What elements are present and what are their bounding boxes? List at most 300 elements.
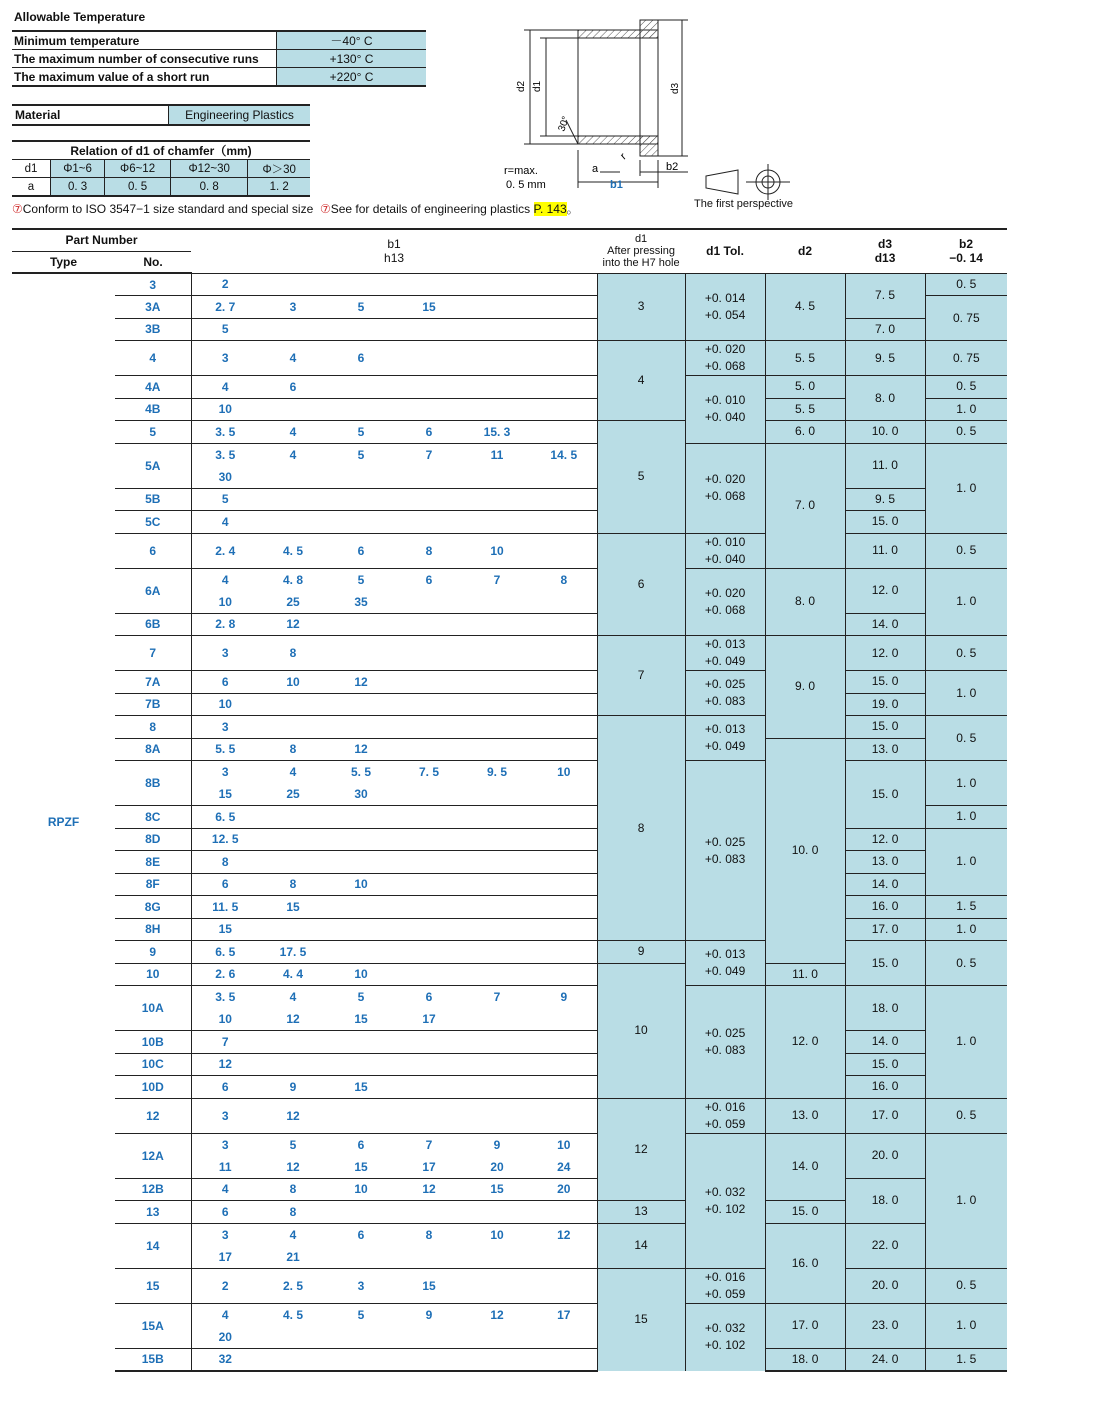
b1-value-cell: 30 [354,787,368,801]
part-no-cell: 10 [115,963,191,986]
b1-value-cell: 15 [191,918,259,941]
tolerance-line: +0. 020 [704,472,746,486]
d3-cell: 11. 0 [845,443,925,488]
part-no-cell: 10B [115,1031,191,1054]
b1-value-cell: 12 [463,1303,531,1326]
b1-value-cell: 12 [327,671,395,694]
d1-cell: 14 [597,1223,685,1268]
part-no-cell: 5 [115,421,191,444]
temp-value: +220° C [277,68,427,87]
note-iso: Conform to ISO 3547−1 size standard and special size [22,202,314,216]
label-d1: d1 [532,80,543,92]
b2-cell: 0. 5 [925,376,1007,399]
b1-value-cell [395,738,463,761]
part-no-cell: 12B [115,1178,191,1201]
temperature-row [12,68,426,87]
b1-value-cell [463,1008,531,1031]
b2-cell: 0. 5 [925,1268,1007,1303]
b1-value-cell: 12 [395,1178,463,1201]
b1-value-cell: 4 [259,443,327,466]
b1-value-cell [395,806,463,829]
b1-value-cell [395,466,463,489]
part-number-header: Part Number [12,229,191,251]
chamfer-value: 1. 2 [248,178,310,197]
d3-cell: 16. 0 [845,1076,925,1099]
b1-value-cell [463,466,531,489]
d1-cell: 7 [597,636,685,716]
b1-value-cell [531,466,597,489]
b1-value-cell: 9 [259,1076,327,1099]
b1-value-cell [531,273,597,296]
b1-value-cell: 20 [191,1326,259,1349]
label-d3: d3 [670,82,681,94]
b1-value-cell: 15 [259,896,327,919]
part-no-cell: 13 [115,1201,191,1224]
b1-value-cell: 11. 5 [191,896,259,919]
b1-value-cell [463,918,531,941]
b1-value-cell [327,376,395,399]
b2-cell: 0. 5 [925,533,1007,568]
b1-value-cell [531,873,597,896]
part-no-cell: 8H [115,918,191,941]
b1-header [191,229,597,273]
d3-cell: 20. 0 [845,1268,925,1303]
b1-value-cell [531,1076,597,1099]
d2-cell: 5. 0 [765,376,845,399]
d3-cell: 13. 0 [845,738,925,761]
b1-value-cell [531,318,597,341]
b1-value-cell [327,398,395,421]
b1-value-cell: 20 [531,1178,597,1201]
b1-value-cell [259,488,327,511]
b1-value-cell: 4 [191,568,259,591]
b1-value-cell [327,511,395,534]
table-row [12,511,1007,534]
b1-value-cell [327,613,395,636]
b1-value-cell [327,828,395,851]
b1-value-cell [395,783,463,806]
b1-value-cell [259,1326,327,1349]
tolerance-line: +0. 025 [704,677,746,691]
d3-cell: 9. 5 [845,488,925,511]
b1-value-cell: 10 [191,693,259,716]
chamfer-value: 0. 5 [105,178,171,197]
temp-value: －40° C [277,31,427,50]
b1-value-cell: 17 [191,1246,259,1269]
b2-cell: 0. 5 [925,1098,1007,1133]
table-row [12,318,1007,341]
b1-value-cell: 3 [191,636,259,671]
b1-value-cell [395,828,463,851]
b1-value-cell: 4 [259,986,327,1009]
b1-value-cell: 30 [191,466,259,489]
d3-cell: 19. 0 [845,693,925,716]
d1-cell: 8 [597,716,685,941]
d3-cell: 14. 0 [845,873,925,896]
tolerance-line: +0. 016 [704,1099,746,1114]
b1-value-cell [395,511,463,534]
b1-value-cell [531,296,597,319]
b1-value-cell: 8 [531,568,597,591]
b1-value-cell [327,941,395,964]
label-b1: b1 [610,179,623,191]
part-no-cell: 10C [115,1053,191,1076]
b1-value-cell [259,918,327,941]
b1-header-label: b1 [387,237,401,252]
part-no-cell: 6A [115,568,191,613]
b1-header-tol: h13 [384,251,405,266]
d2-cell: 15. 0 [765,1201,845,1224]
b1-value-cell [463,716,531,739]
chamfer-range: Φ1~6 [51,160,105,178]
b2-cell: 1. 0 [925,828,1007,896]
part-no-cell: 7 [115,636,191,671]
b1-value-cell: 25 [286,787,300,801]
b2-cell: 1. 0 [925,568,1007,636]
tolerance-line: +0. 040 [704,551,746,566]
b1-value-cell [327,1053,395,1076]
table-row [12,1076,1007,1099]
d2-cell: 10. 0 [765,738,845,963]
b1-value-cell: 12 [259,1098,327,1133]
d3-cell: 12. 0 [845,636,925,671]
part-no-cell: 4B [115,398,191,421]
b1-value-cell: 4 [259,421,327,444]
table-row [12,273,1007,296]
b1-value-cell: 8 [259,873,327,896]
material-value: Engineering Plastics [169,105,311,125]
b1-value-cell [395,1076,463,1099]
b1-value-cell [531,613,597,636]
notes [12,200,579,217]
b1-value-cell [531,1031,597,1054]
b1-value-cell [531,1246,597,1269]
b1-value-cell [395,851,463,874]
d1-header-sub2: into the H7 hole [602,257,680,270]
b1-value-cell: 24 [557,1159,571,1174]
b1-value-cell: 25 [286,594,300,609]
part-no-cell: 12 [115,1098,191,1133]
b1-value-cell [531,591,597,614]
b1-value-cell: 4 [259,341,327,376]
b1-value-cell: 32 [191,1348,259,1371]
b1-value-cell [259,1348,327,1371]
b1-value-cell [259,716,327,739]
tolerance-line: +0. 025 [704,834,746,849]
label-a: a [592,163,599,175]
b1-value-cell: 6 [191,1201,259,1224]
b1-value-cell [259,511,327,534]
b1-value-cell [327,1326,395,1349]
b1-value-cell [327,1098,395,1133]
b1-value-cell: 7 [463,986,531,1009]
b1-value-cell [395,963,463,986]
part-no-cell: 9 [115,941,191,964]
b1-value-cell [531,738,597,761]
part-no-cell: 8 [115,716,191,739]
flange-bottom [640,136,658,156]
d1-tol-cell [685,533,765,568]
table-row [12,1178,1007,1201]
b1-value-cell [395,873,463,896]
b1-value-cell [395,918,463,941]
part-no-cell: 10D [115,1076,191,1099]
d3-cell: 15. 0 [845,511,925,534]
b1-value-cell [463,1268,531,1303]
b1-value-cell: 3 [191,341,259,376]
b1-value-cell: 10 [191,591,259,614]
b1-value-cell [259,318,327,341]
b1-value-cell: 4. 4 [259,963,327,986]
b1-value-cell: 8 [395,533,463,568]
tolerance-line: +0. 059 [704,1116,746,1131]
b2-header [925,229,1007,273]
b1-value-cell: 17 [422,1159,436,1174]
b1-value-cell [531,488,597,511]
b1-value-cell [463,636,531,671]
tolerance-line: +0. 102 [704,1338,746,1352]
b1-value-cell: 6 [395,568,463,591]
b1-value-cell [463,273,531,296]
d1-cell: 13 [597,1201,685,1224]
table-row [12,716,1007,739]
table-row [12,693,1007,716]
b1-value-cell: 12 [286,1159,300,1174]
b1-value-cell [463,828,531,851]
b1-value-cell [395,376,463,399]
b1-value-cell: 2. 6 [191,963,259,986]
table-row [12,1223,1007,1246]
b1-value-cell [463,1326,531,1349]
tolerance-line: +0. 083 [704,1042,746,1057]
note-mark-icon: ⑦ [319,202,331,216]
d2-cell: 14. 0 [765,1133,845,1201]
d1-tol-cell [685,716,765,761]
b1-value-cell: 5 [327,296,395,319]
b1-value-cell: 15 [463,1178,531,1201]
part-number-table [12,228,1007,1372]
b1-value-cell [463,1246,531,1269]
b1-value-cell: 5 [259,1133,327,1156]
b1-value-cell [463,1098,531,1133]
b1-value-cell: 11 [191,1156,259,1179]
b2-cell: 0. 75 [925,296,1007,341]
b1-value-cell [531,421,597,444]
b2-cell: 1. 0 [925,986,1007,1099]
b1-value-cell [531,1201,597,1224]
part-no-cell: 8A [115,738,191,761]
d1-tol-cell [685,1098,765,1133]
b1-value-cell [463,1348,531,1371]
b1-value-cell: 5. 5 [327,761,395,784]
b1-value-cell [463,941,531,964]
d3-cell: 8. 0 [845,376,925,421]
b2-cell: 0. 5 [925,716,1007,761]
table-row [12,568,1007,591]
d3-cell: 15. 0 [845,941,925,986]
d1-tol-cell [685,1133,765,1268]
d3-cell: 7. 5 [845,273,925,318]
b1-value-cell [531,1053,597,1076]
d3-cell: 12. 0 [845,568,925,613]
d2-cell: 5. 5 [765,341,845,376]
b1-value-cell [531,941,597,964]
part-no-cell: 12A [115,1133,191,1178]
b1-value-cell [395,398,463,421]
table-row [12,738,1007,761]
bushing-drawing [500,10,810,200]
b1-value-cell: 15 [354,1012,368,1026]
d3-cell: 9. 5 [845,341,925,376]
label-r-max: r=max. [504,165,538,177]
b1-value-cell: 9 [463,1133,531,1156]
b1-value-cell [463,806,531,829]
b1-value-cell [395,671,463,694]
b1-value-cell [259,1031,327,1054]
b1-value-cell [395,591,463,614]
b1-value-cell [531,671,597,694]
b1-value-cell [327,318,395,341]
d2-cell: 12. 0 [765,986,845,1099]
part-no-cell: 15 [115,1268,191,1303]
b2-cell: 0. 5 [925,273,1007,296]
table-row [12,636,1007,671]
b1-value-cell [531,1326,597,1349]
b1-value-cell [259,273,327,296]
b1-value-cell: 12 [191,1053,259,1076]
b1-value-cell: 3 [191,1098,259,1133]
chamfer-title: Relation of d1 of chamfer（mm) [12,141,310,160]
temperature-row [12,31,426,50]
b1-value-cell: 7 [395,1133,463,1156]
b1-value-cell: 2. 7 [191,296,259,319]
b1-value-cell [531,1008,597,1031]
tolerance-line: +0. 020 [704,585,746,600]
b1-value-cell: 4. 5 [259,533,327,568]
b2-header-tol: −0. 14 [949,251,983,266]
b1-value-cell [395,318,463,341]
b1-value-cell: 7 [395,443,463,466]
b1-value-cell [259,398,327,421]
no-header: No. [115,251,191,273]
b1-value-cell: 3. 5 [191,443,259,466]
tolerance-line: +0. 068 [704,602,746,617]
b1-value-cell: 9. 5 [463,761,531,784]
d3-cell: 15. 0 [845,716,925,739]
b1-value-cell: 10 [327,963,395,986]
b1-value-cell: 15 [395,1268,463,1303]
b1-value-cell: 7. 5 [395,761,463,784]
b1-value-cell: 9 [395,1303,463,1326]
b1-value-cell: 4 [259,1223,327,1246]
d3-cell: 18. 0 [845,986,925,1031]
part-no-cell: 8E [115,851,191,874]
d1-header-label: d1 [634,233,648,246]
page-reference-link[interactable]: P. 143 [533,202,567,216]
b1-value-cell: 5 [327,1303,395,1326]
flange-top [640,20,658,38]
b1-value-cell: 6 [259,376,327,399]
b1-value-cell [395,636,463,671]
b1-value-cell [259,851,327,874]
part-no-cell: 8C [115,806,191,829]
label-r-value: 0. 5 mm [506,179,546,191]
d2-cell: 11. 0 [765,963,845,986]
b1-value-cell: 5 [327,568,395,591]
tolerance-line: +0. 054 [704,307,746,322]
type-cell: RPZF [47,815,80,830]
note-end: 。 [566,202,579,216]
b1-value-cell [395,1348,463,1371]
b1-value-cell: 3 [191,1223,259,1246]
d1-cell: 15 [597,1268,685,1371]
tolerance-line: +0. 020 [704,342,746,356]
table-row [12,1098,1007,1133]
label-r: r [618,150,629,163]
table-body [12,273,1007,1371]
b1-value-cell: 3. 5 [191,421,259,444]
b1-value-cell [395,273,463,296]
tolerance-line: +0. 102 [704,1201,746,1216]
note-mark-icon: ⑦ [12,202,23,216]
b1-value-cell: 8 [259,738,327,761]
b1-value-cell: 12 [259,613,327,636]
part-no-cell: 7A [115,671,191,694]
b1-value-cell [395,1031,463,1054]
d1-tol-cell [685,341,765,376]
tolerance-line: +0. 083 [704,694,746,708]
d3-cell: 11. 0 [845,533,925,568]
b1-value-cell: 3. 5 [191,986,259,1009]
b1-value-cell [531,1268,597,1303]
d2-cell: 7. 0 [765,443,845,568]
b2-cell: 1. 0 [925,1303,1007,1348]
b1-value-cell: 12 [531,1223,597,1246]
b1-value-cell [531,896,597,919]
d3-cell: 23. 0 [845,1303,925,1348]
d3-cell: 16. 0 [845,896,925,919]
part-no-cell: 3B [115,318,191,341]
b1-value-cell: 15 [354,1159,368,1174]
b1-value-cell [259,693,327,716]
d3-cell: 13. 0 [845,851,925,874]
b1-value-cell [531,511,597,534]
table-row [12,896,1007,919]
b1-value-cell [463,1053,531,1076]
b1-value-cell [327,1201,395,1224]
b1-value-cell: 8 [259,1178,327,1201]
d2-cell: 8. 0 [765,568,845,636]
b1-value-cell [531,341,597,376]
b1-value-cell [531,851,597,874]
d1-tol-header: d1 Tol. [685,229,765,273]
b1-value-cell [531,1348,597,1371]
table-row [12,828,1007,851]
b2-cell: 1. 0 [925,398,1007,421]
b1-value-cell: 17 [531,1303,597,1326]
d1-cell: 10 [597,963,685,1098]
b1-value-cell [259,1053,327,1076]
b1-value-cell: 8 [259,636,327,671]
b1-value-cell [531,398,597,421]
b1-value-cell [531,963,597,986]
chamfer-a-label: a [12,178,51,197]
d3-cell: 14. 0 [845,613,925,636]
b1-value-cell [327,851,395,874]
part-no-cell: 6B [115,613,191,636]
temp-value: +130° C [277,50,427,68]
b1-value-cell: 6 [191,671,259,694]
